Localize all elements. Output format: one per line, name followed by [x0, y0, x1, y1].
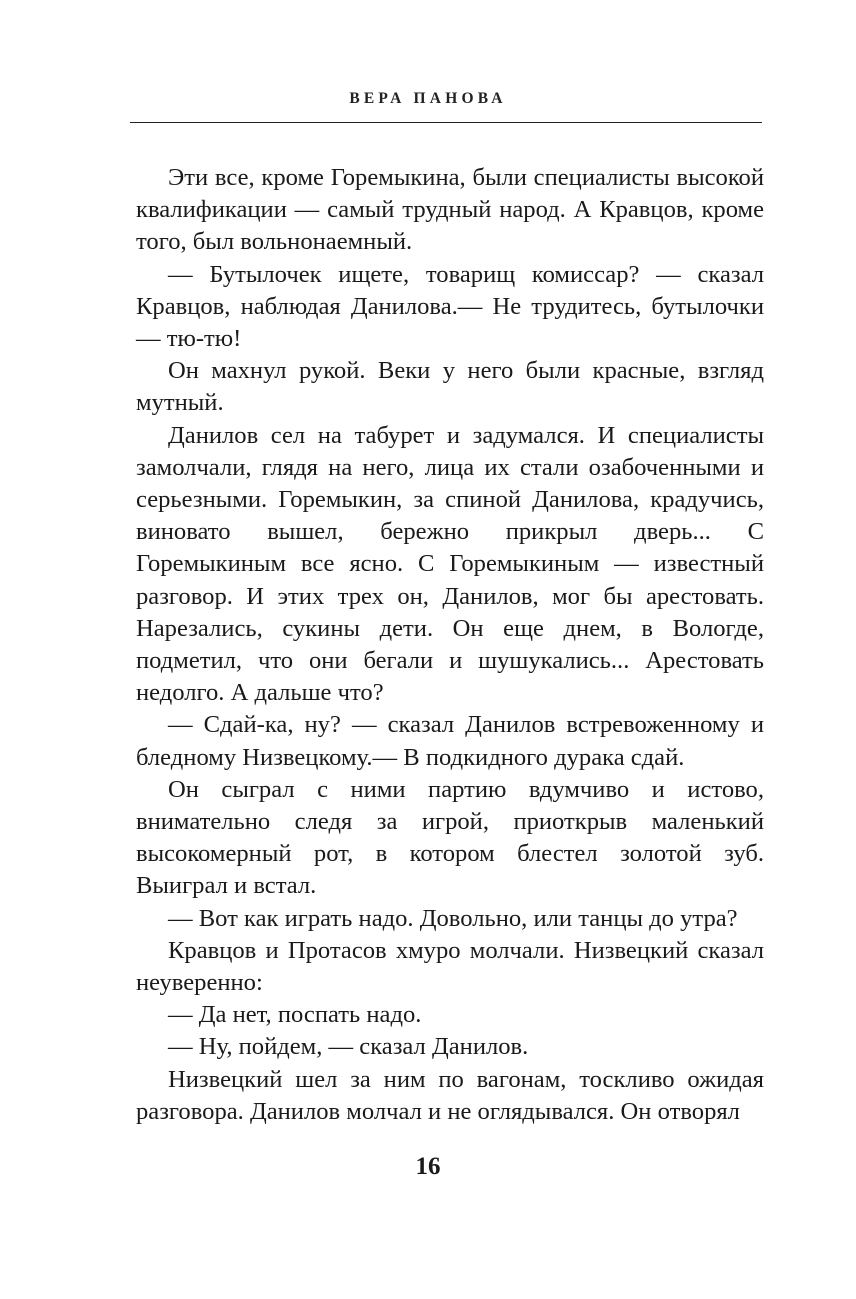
paragraph: — Вот как играть надо. Довольно, или танцы до утра?	[168, 904, 738, 932]
paragraph: Низвецкий шел за ним по вагонам, тоскливо ожидая разговора. Данилов молчал и не оглядывался. Он отворял	[136, 1065, 764, 1125]
header-rule	[130, 122, 762, 123]
paragraph: Он махнул рукой. Веки у него были красные, взгляд мутный.	[136, 357, 764, 417]
paragraph: — Бутылочек ищете, товарищ комиссар? — сказал Кравцов, наблюдая Данилова.— Не трудитесь, бутылочки — тю-тю!	[136, 260, 764, 353]
paragraph: — Да нет, поспать надо.	[168, 1001, 422, 1029]
paragraph: — Ну, пойдем, — сказал Данилов.	[168, 1033, 529, 1061]
body-text	[136, 162, 764, 1128]
paragraph: Эти все, кроме Горемыкина, были специалисты высокой квалификации — самый трудный народ. А Кравцов, кроме того, был вольнонаемный.	[136, 164, 764, 256]
paragraph: Данилов сел на табурет и задумался. И специалисты замолчали, глядя на него, лица их стали озабоченными и серьезными. Горемыкин, за спиной Данилова, крадучись, виновато вышел, бережно прикрыл дверь... С Горемыкиным все ясно. С Горемыкиным — известный разговор. И этих трех он, Данилов, мог бы арестовать. Нарезались, сукины дети. Он еще днем, в Вологде, подметил, что они бегали и шушукались... Арестовать недолго. А дальше что?	[136, 421, 764, 707]
paragraph: Он сыграл с ними партию вдумчиво и истово, внимательно следя за игрой, приоткрыв маленький высокомерный рот, в котором блестел золотой зуб. Выиграл и встал.	[136, 775, 764, 900]
paragraph: — Сдай-ка, ну? — сказал Данилов встревоженному и бледному Низвецкому.— В подкидного дурака сдай.	[136, 711, 764, 771]
paragraph: Кравцов и Протасов хмуро молчали. Низвецкий сказал неуверенно:	[136, 936, 764, 997]
running-head: ВЕРА ПАНОВА	[349, 90, 507, 107]
page-number: 16	[415, 1153, 441, 1180]
